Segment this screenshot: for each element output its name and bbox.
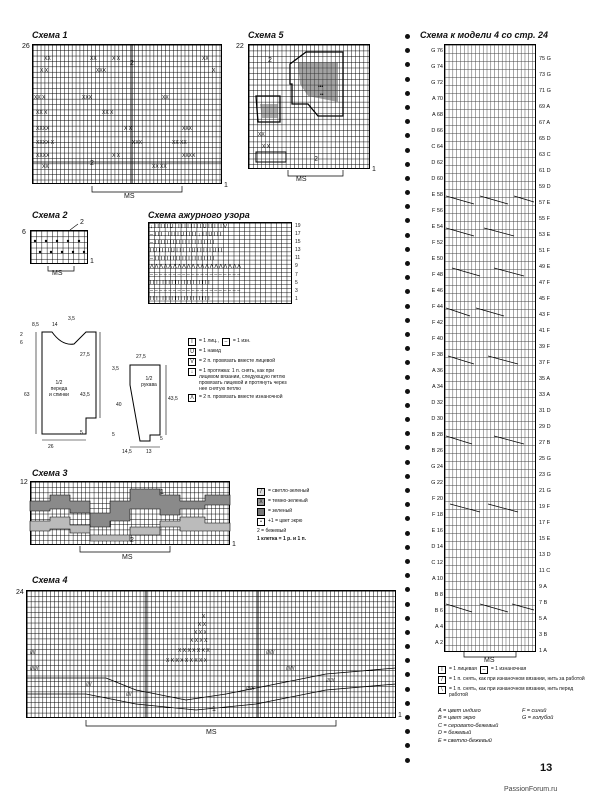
model4-left-row-label: D 32	[431, 400, 443, 406]
svg-text:XX: XX	[90, 56, 97, 62]
scheme4-motif	[26, 590, 396, 718]
legend3-row	[257, 498, 367, 506]
lace-legend	[188, 338, 298, 404]
model4-color-row	[438, 708, 588, 715]
lace-row-numbers	[295, 223, 301, 304]
model4-right-row-label: 29 D	[539, 424, 551, 430]
knit-symbol-icon: I	[438, 666, 446, 674]
svg-text:XXX: XXX	[96, 68, 107, 74]
model4-right-row-label: 63 C	[539, 152, 551, 158]
svg-text:↓ I I I I I U I I I I I I I I: ↓ I I I I I U I I I I I I I I I U I I I I I V	[150, 224, 228, 230]
model4-right-row-label: 73 G	[539, 72, 551, 78]
lace-legend-text: = 2 п. провязать вместе изнаночной	[199, 394, 283, 400]
legend3-text: 2 = бежевый	[257, 528, 287, 534]
scheme2-dots	[30, 230, 88, 264]
model4-left-row-label: F 52	[431, 240, 443, 246]
front-dim-6: 27,5	[80, 352, 90, 358]
svg-text:XXX: XXX	[82, 95, 93, 101]
lace-symbols	[148, 222, 292, 304]
model4-left-row-label: G 74	[431, 64, 443, 70]
scheme1-label-2b: 2	[90, 160, 94, 167]
lace-row-13: 13	[295, 247, 301, 254]
scheme4-label-1: 1	[212, 706, 216, 713]
legend3-text: +1 = цвет экрю	[268, 518, 303, 524]
scheme2-title: Схема 2	[32, 210, 68, 220]
model4-left-row-label: F 38	[431, 352, 443, 358]
model4-right-row-label: 45 F	[539, 296, 551, 302]
lace-legend-row	[188, 338, 298, 346]
svg-text:X X X: X X X	[194, 630, 207, 636]
lace-row-3: 3	[295, 287, 298, 294]
purl-symbol-icon: –	[222, 338, 230, 346]
front-dim-5: 6	[20, 340, 23, 346]
legend3-text: = темно-зеленый	[268, 498, 308, 504]
scheme2-ms: MS	[52, 270, 63, 277]
lace-legend-row	[188, 348, 298, 356]
k2tog-symbol-icon: V	[188, 358, 196, 366]
svg-text:////: ////	[30, 650, 36, 656]
model4-right-row-label: 47 F	[539, 280, 551, 286]
svg-text://////: //////	[286, 666, 295, 672]
svg-text:////: ////	[86, 682, 92, 688]
scheme5-title: Схема 5	[248, 30, 284, 40]
sleeve-dim-8: 5	[160, 436, 163, 442]
svg-text:X X: X X	[198, 622, 207, 628]
model4-left-row-label: A 70	[431, 96, 443, 102]
model4-right-row-label: 9 A	[539, 584, 547, 590]
model4-right-row-label: 53 E	[539, 232, 551, 238]
model4-right-row-label: 35 A	[539, 376, 551, 382]
model4-right-row-label: 7 B	[539, 600, 548, 606]
svg-text:XX: XX	[162, 95, 169, 101]
lace-legend-row	[188, 358, 298, 366]
legend3-text: 1 клетка = 1 р. и 1 п.	[257, 536, 307, 542]
svg-text:XX: XX	[258, 132, 265, 138]
model4-right-row-label: 17 F	[539, 520, 551, 526]
sleeve-dim-1: 27,5	[136, 354, 146, 360]
model4-right-row-label: 75 G	[539, 56, 551, 62]
light-green-swatch-icon: /	[257, 488, 265, 496]
model4-left-row-label: E 54	[431, 224, 443, 230]
legend3-row	[257, 518, 367, 526]
scheme3-row-bottom: 1	[232, 541, 236, 548]
scheme4-ms: MS	[206, 729, 217, 736]
model4-color-text: F = синий	[522, 708, 547, 714]
slip-front-symbol-icon: \	[438, 686, 446, 694]
model4-legend-row	[438, 666, 598, 674]
scheme1-row-top: 26	[22, 43, 30, 50]
p2tog-symbol-icon: Λ	[188, 394, 196, 402]
svg-text:••: ••	[320, 92, 324, 98]
model4-right-row-label: 71 G	[539, 88, 551, 94]
scheme2-row-bottom: 1	[90, 258, 94, 265]
front-dim-8: 43,5	[80, 392, 90, 398]
svg-text://////: //////	[246, 686, 255, 692]
svg-text://////: //////	[326, 678, 335, 684]
model4-left-row-label: C 12	[431, 560, 443, 566]
ecru-dot-icon: •	[257, 518, 265, 526]
model4-color-text: A = цвет индиго	[438, 708, 481, 714]
model4-left-row-label: G 76	[431, 48, 443, 54]
front-dim-2: 14	[52, 322, 58, 328]
model4-left-row-label: B 28	[431, 432, 443, 438]
model4-left-row-label: E 58	[431, 192, 443, 198]
model4-right-row-label: 43 F	[539, 312, 551, 318]
lace-legend-text: = 1 изн.	[232, 338, 251, 344]
model4-title: Схема к модели 4 со стр. 24	[420, 30, 548, 40]
scheme3-label-1: 1	[160, 489, 164, 496]
model4-left-row-label: F 20	[431, 496, 443, 502]
svg-text:XX X: XX X	[34, 95, 46, 101]
model4-right-row-label: 61 D	[539, 168, 551, 174]
dark-green-swatch-icon: X	[257, 498, 265, 506]
model4-right-row-label: 5 A	[539, 616, 547, 622]
model4-legend-text: = 1 лицевая	[449, 666, 477, 672]
model4-left-row-label: D 66	[431, 128, 443, 134]
model4-left-row-label: E 46	[431, 288, 443, 294]
model4-right-row-label: 15 E	[539, 536, 551, 542]
model4-left-row-label: E 50	[431, 256, 443, 262]
legend3-text: = светло-зеленый	[268, 488, 310, 494]
legend3-row	[257, 488, 367, 496]
model4-left-row-label: A 34	[431, 384, 443, 390]
svg-text:XX: XX	[44, 56, 51, 62]
model4-right-row-label: 55 F	[539, 216, 551, 222]
front-dim-1: 8,5	[32, 322, 39, 328]
model4-left-row-label: A 2	[435, 640, 443, 646]
svg-text:XXX: XXX	[182, 126, 193, 132]
watermark: PassionForum.ru	[504, 786, 558, 793]
legend3-row	[257, 536, 367, 542]
lace-legend-text: = 1 протяжка: 1 п. снять, как при лицевом вязании, следующую петлю провязать лицевой и протянуть через нее снятую петлю	[199, 368, 287, 392]
scheme1-label-2a: 2	[130, 60, 134, 67]
model4-right-row-label: 41 F	[539, 328, 551, 334]
model4-right-row-label: 11 C	[539, 568, 551, 574]
model4-left-row-label: E 16	[431, 528, 443, 534]
svg-text:XXX: XXX	[132, 140, 143, 146]
svg-text:X: X	[212, 68, 216, 74]
sleeve-dim-3: 40	[116, 402, 122, 408]
model4-right-row-label: 31 D	[539, 408, 551, 414]
scheme3-legend	[257, 488, 367, 544]
front-dim-9: 5	[80, 430, 83, 436]
model4-color-text: C = серовато-бежевый	[438, 722, 499, 729]
lace-legend-row	[188, 394, 298, 402]
skp-symbol-icon: ↓	[188, 368, 196, 376]
scheme5-label-2a: 2	[268, 57, 272, 64]
lace-row-1: 1	[295, 295, 298, 302]
model4-left-row-label: F 44	[431, 304, 443, 310]
sleeve-dim-6: 14,5	[122, 449, 132, 455]
scheme4-title: Схема 4	[32, 575, 68, 585]
model4-right-row-label: 13 D	[539, 552, 551, 558]
scheme3-title: Схема 3	[32, 468, 68, 478]
model4-left-rows	[421, 43, 443, 651]
lace-row-11: 11	[295, 255, 301, 262]
lace-title: Схема ажурного узора	[148, 210, 250, 220]
model4-right-row-label: 49 E	[539, 264, 551, 270]
model4-left-row-label: A 10	[431, 576, 443, 582]
scheme2-row-top: 6	[22, 229, 26, 236]
model4-left-row-label: F 48	[431, 272, 443, 278]
svg-text:X X X X X X X X X: X X X X X X X X X	[166, 658, 208, 664]
model4-left-row-label: F 42	[431, 320, 443, 326]
model4-left-row-label: G 72	[431, 80, 443, 86]
scheme5-ms-bracket	[248, 170, 370, 182]
model4-left-row-label: A 68	[431, 112, 443, 118]
model4-color-text: D = бежевый	[438, 730, 472, 737]
svg-text:I I I I I I I I I I I I I I I: I I I I I I I I I I I I I I I I I I I I	[150, 296, 210, 302]
lace-row-19: 19	[295, 223, 301, 229]
model4-left-row-label: D 30	[431, 416, 443, 422]
model4-legend-text: = 1 п. снять, как при изнаночном вязании, нить перед работой	[449, 686, 574, 698]
spiral-binding	[405, 34, 413, 772]
model4-left-row-label: F 18	[431, 512, 443, 518]
front-label: 1/2 переда и спинки	[49, 380, 69, 398]
model4-left-row-label: F 40	[431, 336, 443, 342]
model4-colors	[438, 708, 588, 745]
model4-right-row-label: 51 F	[539, 248, 551, 254]
scheme5-row-bottom: 1	[372, 166, 376, 173]
scheme1-marks	[32, 44, 222, 184]
scheme5-row-top: 22	[236, 43, 244, 50]
svg-text:XX X: XX X	[36, 110, 48, 116]
svg-text:XX: XX	[202, 56, 209, 62]
model4-legend-row	[438, 676, 598, 684]
legend3-row	[257, 508, 367, 516]
scheme5-ms: MS	[296, 176, 307, 183]
model4-left-row-label: D 14	[431, 544, 443, 550]
model4-right-row-label: 19 F	[539, 504, 551, 510]
model4-diagonals	[444, 44, 536, 652]
model4-left-row-label: F 56	[431, 208, 443, 214]
model4-right-row-label: 39 F	[539, 344, 551, 350]
model4-right-row-label: 1 A	[539, 648, 547, 654]
sleeve-pattern-outline	[110, 345, 190, 455]
svg-text:X X: X X	[112, 56, 121, 62]
model4-left-row-label: G 22	[431, 480, 443, 486]
scheme4-row-top: 24	[16, 589, 24, 596]
model4-left-row-label: D 60	[431, 176, 443, 182]
model4-left-row-label: A 36	[431, 368, 443, 374]
model4-color-text: E = светло-бежевый	[438, 737, 492, 744]
model4-right-row-label: 57 E	[539, 200, 551, 206]
lace-row-9: 9	[295, 263, 298, 270]
model4-left-row-label: A 4	[435, 624, 443, 630]
page-number: 13	[540, 762, 553, 774]
scheme5-label-2b: 2	[314, 156, 318, 163]
knit-symbol-icon: I	[188, 338, 196, 346]
lace-legend-text: = 2 п. провязать вместе лицевой	[199, 358, 275, 364]
yarn-over-symbol-icon: U	[188, 348, 196, 356]
model4-right-rows	[539, 43, 551, 659]
svg-text://////: //////	[30, 666, 39, 672]
lace-row-17: 17	[295, 231, 301, 238]
front-dim-4: 2	[20, 332, 23, 338]
model4-color-text: B = цвет экрю	[438, 715, 476, 722]
scheme1-ms: MS	[124, 193, 135, 200]
front-dim-7: 63	[24, 392, 30, 398]
scheme1-row-bottom: 1	[224, 182, 228, 189]
svg-text:XXXX: XXXX	[36, 153, 50, 159]
svg-text:I U I I I I U I I I I I U I I: I U I I I I U I I I I I U I I I I I U I I	[150, 248, 223, 254]
svg-text:X X X X X X X: X X X X X X X	[178, 648, 210, 654]
svg-text:XXXX X: XXXX X	[36, 140, 55, 146]
svg-text:– – – – – – – – – – – – – – –: – – – – – – – – – – – – – – – – – – – –	[150, 272, 241, 278]
scheme2-label-2: 2	[80, 219, 84, 226]
model4-left-row-label: C 64	[431, 144, 443, 150]
legend3-row	[257, 528, 367, 534]
svg-text:XX X: XX X	[102, 110, 114, 116]
lace-legend-text: = 1 лиц.,	[199, 338, 219, 344]
model4-ms: MS	[484, 657, 495, 664]
svg-text:– I I I I I I I I I I I I I I: – I I I I I I I I I I I I I I I I I I I I	[150, 240, 215, 246]
svg-text://////: //////	[266, 650, 275, 656]
lace-legend-text: = 1 накид	[199, 348, 221, 354]
model4-color-text: G = голубой	[522, 715, 554, 722]
model4-right-row-label: 59 D	[539, 184, 551, 190]
svg-text:•••: •••	[318, 84, 324, 90]
svg-text:– I I I I I I I I I I I I I I: – I I I I I I I I I I I I I I I I I I I I	[150, 256, 215, 262]
svg-text:XX XX: XX XX	[172, 140, 187, 146]
scheme3-ms: MS	[122, 554, 133, 561]
purl-symbol-icon: –	[480, 666, 488, 674]
legend3-text: = зеленый	[268, 508, 293, 514]
svg-text:X: X	[202, 614, 206, 620]
svg-text:I I I I I I I I I I I I I I I: I I I I I I I I I I I I I I I I I I I I	[150, 280, 210, 286]
sleeve-dim-2: 3,5	[112, 366, 119, 372]
slip-back-symbol-icon: /	[438, 676, 446, 684]
model4-legend-row	[438, 686, 598, 698]
model4-right-row-label: 69 A	[539, 104, 551, 110]
svg-text:X X: X X	[112, 153, 121, 159]
model4-left-row-label: B 8	[434, 592, 443, 598]
model4-legend-text: = 1 п. снять, как при изнаночном вязании, нить за работой	[449, 676, 585, 682]
scheme4-row-bottom: 1	[398, 712, 402, 719]
model4-right-row-label: 25 G	[539, 456, 551, 462]
green-swatch-icon	[257, 508, 265, 516]
scheme3-label-2: 2	[130, 537, 134, 544]
svg-text:XXXX: XXXX	[36, 126, 50, 132]
lace-row-15: 15	[295, 239, 301, 246]
model4-right-row-label: 65 D	[539, 136, 551, 142]
scheme3-row-top: 12	[20, 479, 28, 486]
model4-left-row-label: B 6	[434, 608, 443, 614]
scheme3-wave	[30, 481, 230, 545]
svg-text:////: ////	[126, 692, 132, 698]
model4-left-row-label: B 26	[431, 448, 443, 454]
svg-text:– – – – – – – – – – – – – – –: – – – – – – – – – – – – – – – – – – – –	[150, 288, 241, 294]
model4-right-row-label: 33 A	[539, 392, 551, 398]
model4-right-row-label: 21 G	[539, 488, 551, 494]
sleeve-dim-7: 13	[146, 449, 152, 455]
model4-legend	[438, 666, 598, 700]
model4-right-row-label: 67 A	[539, 120, 551, 126]
svg-text:– I I I ↓ I I I I U I I I I ↓: – I I I ↓ I I I I U I I I I ↓ I I U I I I	[150, 232, 222, 238]
model4-left-row-label: G 24	[431, 464, 443, 470]
svg-text:X X X X: X X X X	[190, 638, 208, 644]
lace-legend-row	[188, 368, 298, 392]
svg-text:Λ Λ Λ Λ Λ Λ Λ Λ Λ Λ Λ Λ Λ Λ Λ: Λ Λ Λ Λ Λ Λ Λ Λ Λ Λ Λ Λ Λ Λ Λ Λ Λ Λ Λ Λ	[150, 264, 241, 270]
model4-right-row-label: 23 G	[539, 472, 551, 478]
svg-text:X X: X X	[124, 126, 133, 132]
lace-row-5: 5	[295, 279, 298, 286]
lace-row-7: 7	[295, 271, 298, 278]
model4-legend-text: = 1 изнаночная	[490, 666, 527, 672]
svg-text:XX: XX	[42, 164, 49, 170]
sleeve-dim-5: 5	[112, 432, 115, 438]
model4-right-row-label: 3 B	[539, 632, 548, 638]
scheme5-shapes	[248, 44, 370, 169]
front-dim-3: 3,5	[68, 316, 75, 322]
front-dim-10: 26	[48, 444, 54, 450]
model4-left-row-label: D 62	[431, 160, 443, 166]
svg-text:XXXX: XXXX	[182, 153, 196, 159]
svg-text:X X: X X	[40, 68, 49, 74]
svg-text:X X: X X	[262, 144, 271, 150]
svg-text:XX XX: XX XX	[152, 164, 167, 170]
scheme1-title: Схема 1	[32, 30, 68, 40]
sleeve-label: 1/2 рукава	[141, 376, 157, 388]
model4-right-row-label: 37 F	[539, 360, 551, 366]
sleeve-dim-4: 43,5	[168, 396, 178, 402]
model4-color-row	[438, 715, 588, 722]
model4-right-row-label: 27 B	[539, 440, 551, 446]
